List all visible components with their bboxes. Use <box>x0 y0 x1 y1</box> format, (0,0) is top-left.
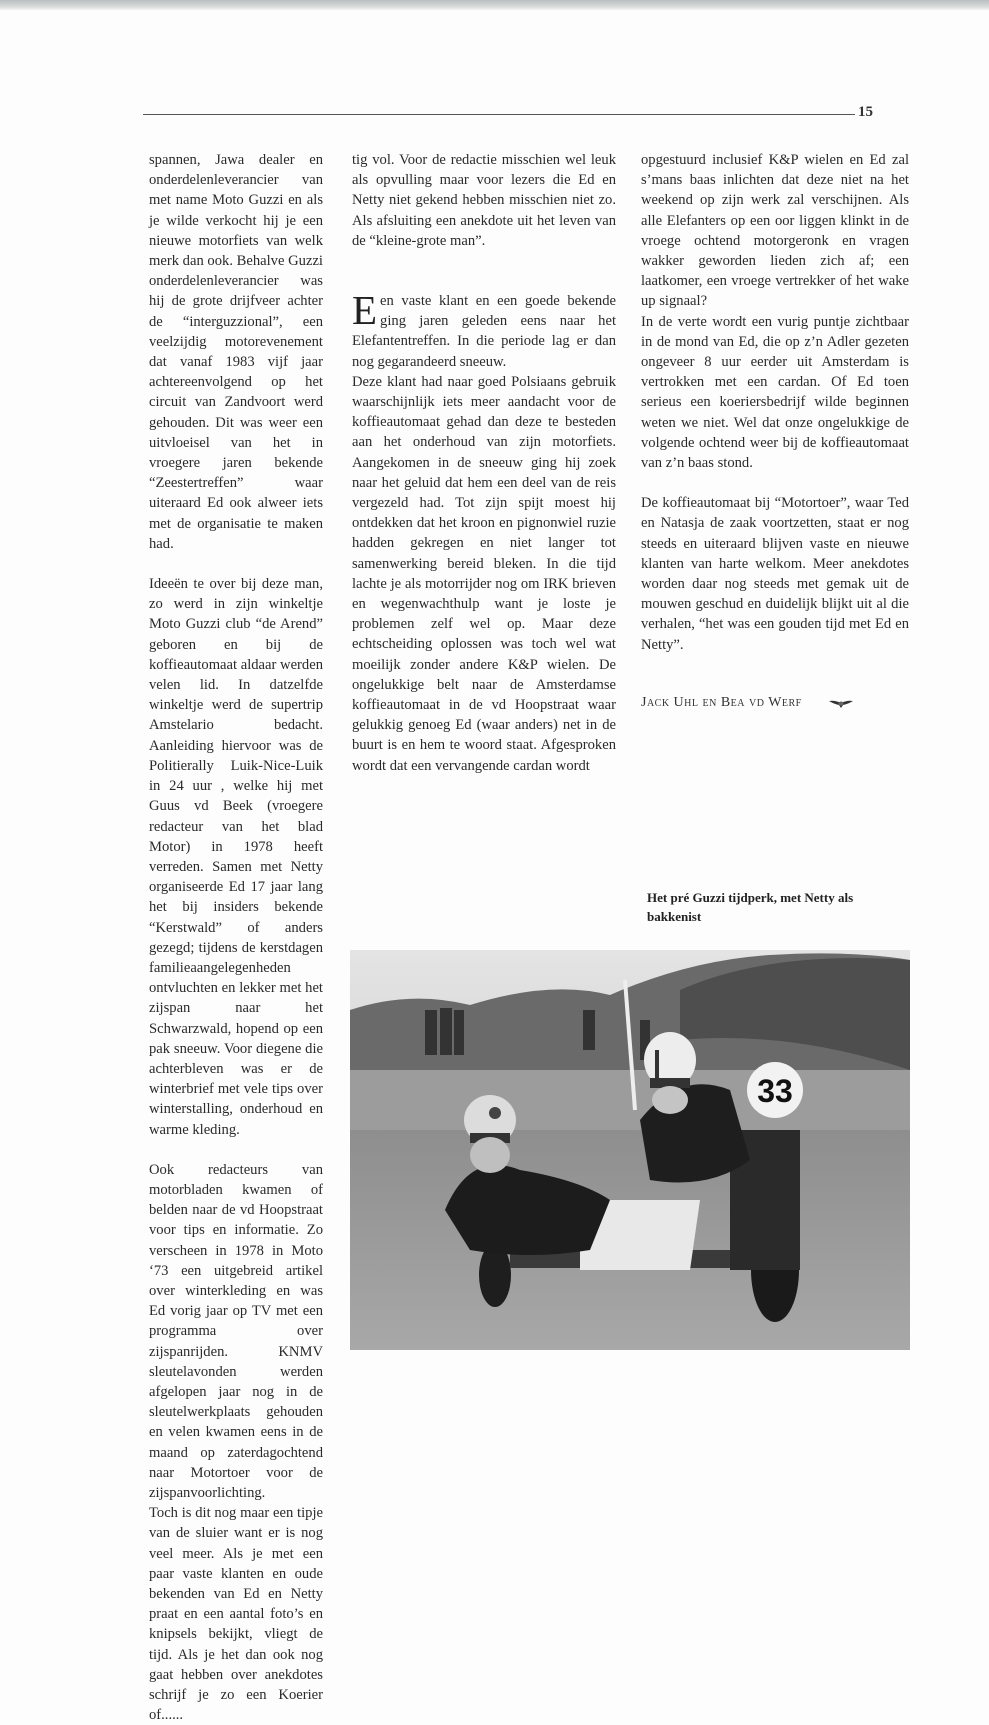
paragraph: In de verte wordt een vurig puntje zichtbaar in de mond van Ed, die op z’n Adler gezeten ongeveer 8 uur eerder uit Amsterdam is vertrokken met een cardan. Of Ed toen serieus een koeriersbedrijf wilde beginnen weten we niet. Wel dat onze ongelukkige de volgende ochtend weer bij de koffieautomaat van z’n baas stond. <box>641 313 909 472</box>
paragraph: tig vol. Voor de redactie misschien wel leuk als opvulling maar voor lezers die Ed en Netty niet gekend hebben misschien niet zo. Als afsluiting een anekdote uit het leven van de “kleine-grote man”. <box>352 152 616 249</box>
column-left <box>149 150 323 1725</box>
sidecar-race-photo <box>350 950 910 1350</box>
paragraph-with-dropcap <box>352 287 616 372</box>
column-right <box>641 150 909 713</box>
scan-top-edge <box>0 0 989 10</box>
header-rule <box>143 114 855 115</box>
column-middle <box>352 150 616 776</box>
byline <box>641 693 909 713</box>
paragraph: Deze klant had naar goed Polsiaans gebruik waarschijnlijk iets meer aandacht voor de koffieautomaat gehad dan deze te besteden aan het onderhoud van zijn motorfiets. Aangekomen in de sneeuw ging hij zoek naar het geluid dat hem een deel van de reis vergezeld had. Tot zijn spijt moest hij ontdekken dat het kroon en pignonwiel ruzie hadden gekregen en niet langer tot samenwerking bereid bleken. In die tijd lachte je als motorrijder nog om IRK brieven en wegenwachthulp want je loste je problemen zelf wel op. Maar deze echtscheiding oplossen was toch wel wat moeilijk zonder andere K&P wielen. De ongelukkige belt naar de Amsterdamse koffieautomaat in de vd Hoopstraat waar gelukkig genoeg Ed (waar anders) net in de buurt is en hem te woord staat. Afgesproken wordt dat een vervangende cardan wordt <box>352 373 616 774</box>
paragraph: Ook redacteurs van motorbladen kwamen of belden naar de vd Hoopstraat voor tips en informatie. Zo verscheen in 1978 in Moto ‘73 een uitgebreid artikel over winterkleding en was Ed vorig jaar op TV met een programma over zijspanrijden. KNMV sleutelavonden werden afgelopen jaar nog in de sleutelwerkplaats gehouden en velen kwamen eens in de maand op zaterdagochtend naar Motortoer voor de zijspanvoorlichting. <box>149 1161 323 1501</box>
paragraph-text: en vaste klant en een goede bekende ging jaren geleden eens naar het Elefantentreffen. In die periode lag er dan nog gegarandeerd sneeuw. <box>352 293 616 370</box>
paragraph: spannen, Jawa dealer en onderdelenleverancier van met name Moto Guzzi en als je wilde verkocht hij je een nieuwe motorfiets van welk merk dan ook. Behalve Guzzi onderdelenleverancier was hij de grote drijfveer achter de “interguzzional”, een veelzijdig motorevenement dat vanaf 1983 vijf jaar achtereenvolgend op het circuit van Zandvoort werd gehouden. Dit was weer een uitvloeisel van het in vroegere jaren bekende “Zeestertreffen” waar uiteraard Ed ook alweer iets met de organisatie te maken had. <box>149 152 323 552</box>
drop-cap: E <box>352 287 378 334</box>
byline-authors: Jack Uhl en Bea vd Werf <box>641 694 802 710</box>
paragraph: Ideeën te over bij deze man, zo werd in zijn winkeltje Moto Guzzi club “de Arend” geboren en bij de koffieautomaat aldaar werden velen lid. In datzelfde winkeltje werd de supertrip Amstelario bedacht. Aanleiding hiervoor was de Politierally Luik-Nice-Luik in 24 uur , welke hij met Guus vd Beek (vroegere redacteur van het blad Motor) in 1978 heeft verreden. Samen met Netty organiseerde Ed 17 jaar lang het bij insiders bekende “Kerstwald” of anders gezegd; tijdens de kerstdagen familieaangelegenheden ontvluchten en lekker met het zijspan naar het Schwarzwald, hopend op een pak sneeuw. Voor diegene die achterbleven was er de winterbrief met vele tips over winterstalling, onderhoud en warme kleding. <box>149 576 323 1138</box>
paragraph: opgestuurd inclusief K&P wielen en Ed zal s’mans baas inlichten dat deze niet na het weekend op zijn werk zal verschijnen. Als alle Elefanters op een oor liggen klinkt in de vroege ochtend motorgeronk en vragen wakker geworden lieden zich af; een laatkomer, een vroege vertrekker of het wake up signaal? <box>641 152 909 310</box>
paragraph: Toch is dit nog maar een tipje van de sluier want er is nog veel meer. Als je met een paar vaste klanten en oude bekenden van Ed en Netty praat en een aantal foto’s en knipsels bekijkt, vliegt de tijd. Als je het dan ook nog gaat hebben over anekdotes schrijf je zo een Koerier of...... <box>149 1505 323 1724</box>
winged-emblem-icon <box>828 697 854 709</box>
paragraph: De koffieautomaat bij “Motortoer”, waar Ted en Natasja de zaak voortzetten, staat er nog steeds en uiteraard blijven vaste en nieuwe klanten van harte welkom. Meer anekdotes worden daar nog steeds met gemak uit de mouwen geschud en duidelijk blijkt uit al die verhalen, “het was een gouden tijd met Ed en Netty”. <box>641 495 909 653</box>
page-number: 15 <box>858 104 873 120</box>
photo-caption: Het pré Guzzi tijdperk, met Netty als bakkenist <box>647 890 854 924</box>
race-number: 33 <box>757 1073 793 1109</box>
